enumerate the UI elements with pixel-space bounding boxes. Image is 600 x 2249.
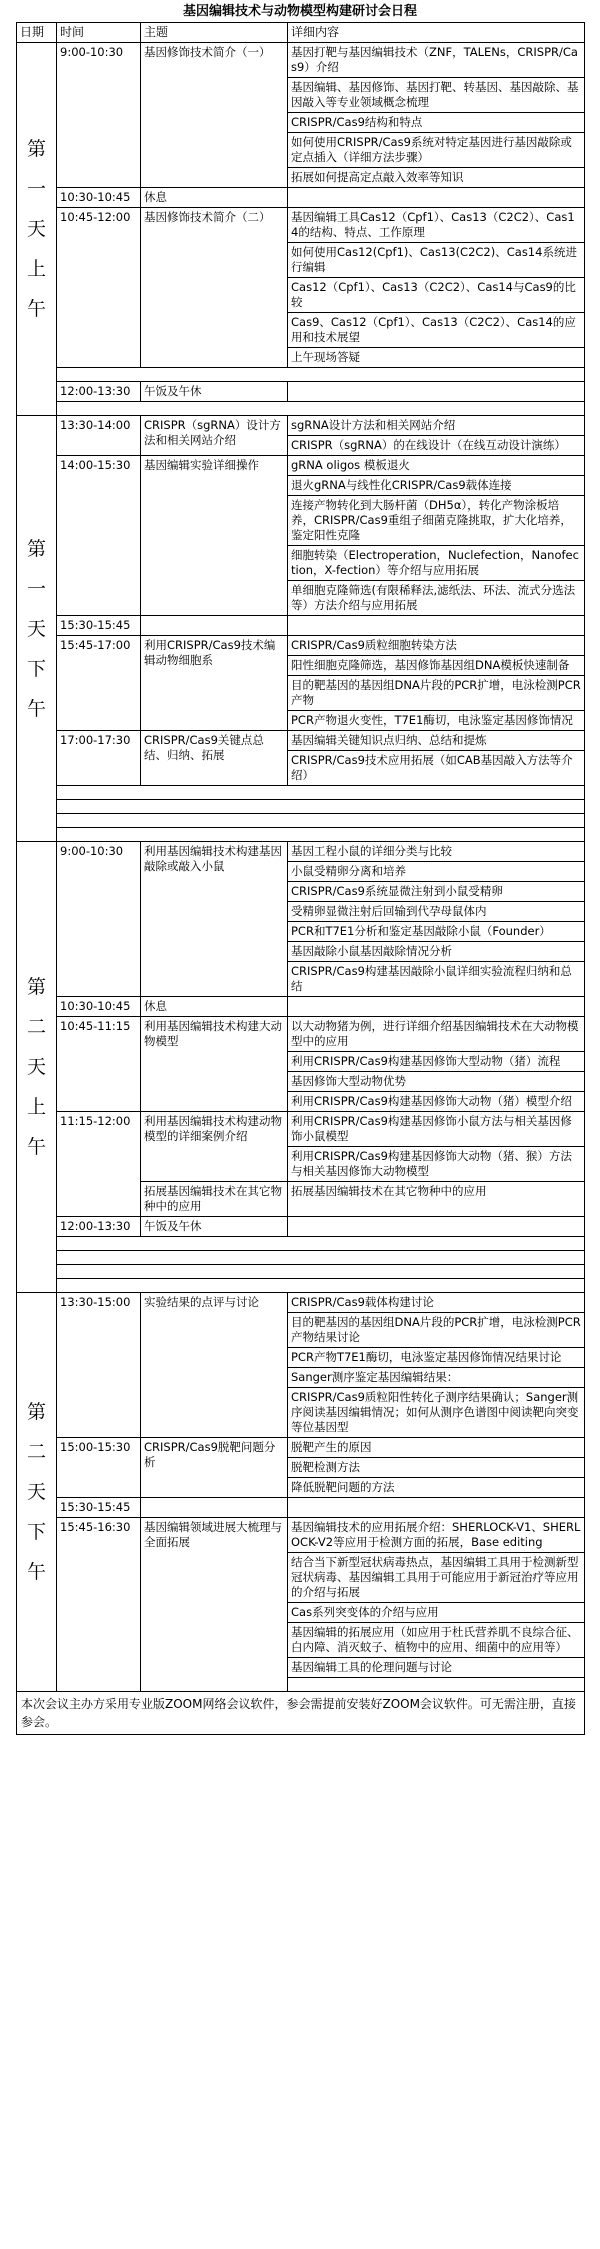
spacer-row: [57, 1265, 585, 1279]
topic-cell: [141, 1498, 288, 1518]
spacer-row: [57, 814, 585, 828]
table-row: [17, 1217, 585, 1237]
content-cell: 如何使用Cas12(Cpf1)、Cas13(C2C2)、Cas14系统进行编辑: [288, 243, 585, 278]
content-cell: 基因敲除小鼠基因敲除情况分析: [288, 942, 585, 962]
time-cell: 15:30-15:45: [57, 616, 141, 636]
content-cell: PCR产物T7E1酶切，电泳鉴定基因修饰情况结果讨论: [288, 1348, 585, 1368]
time-cell: 10:45-11:15: [57, 1017, 141, 1112]
time-cell: 10:30-10:45: [57, 188, 141, 208]
content-cell: 基因编辑工具的伦理问题与讨论: [288, 1658, 585, 1678]
content-cell: 细胞转染（Electroperation，Nuclefection，Nanofection，X-fection）等介绍与应用拓展: [288, 546, 585, 581]
content-cell: CRISPR/Cas9技术应用拓展（如CAB基因敲入方法等介绍）: [288, 751, 585, 786]
table-row: [17, 402, 585, 416]
content-cell: [288, 1498, 585, 1518]
table-row: [17, 1017, 585, 1052]
time-cell: 15:30-15:45: [57, 1498, 141, 1518]
time-cell: 15:00-15:30: [57, 1438, 141, 1498]
content-cell: 小鼠受精卵分离和培养: [288, 862, 585, 882]
topic-cell: 利用基因编辑技术构建基因敲除或敲入小鼠: [141, 842, 288, 997]
content-cell: 基因编辑技术的应用拓展介绍：SHERLOCK-V1、SHERLOCK-V2等应用于检测方面的拓展，Base editing: [288, 1518, 585, 1553]
time-cell: 17:00-17:30: [57, 731, 141, 786]
content-cell: 利用CRISPR/Cas9构建基因修饰大型动物（猪）流程: [288, 1052, 585, 1072]
content-cell: CRISPR/Cas9系统显微注射到小鼠受精卵: [288, 882, 585, 902]
time-cell: 12:00-13:30: [57, 1217, 141, 1237]
time-cell: 14:00-15:30: [57, 456, 141, 616]
spacer-row: [57, 1237, 585, 1251]
table-row: [17, 382, 585, 402]
topic-cell: 利用基因编辑技术构建大动物模型: [141, 1017, 288, 1112]
table-row: [17, 616, 585, 636]
content-cell: 单细胞克隆筛选(有限稀释法,滤纸法、环法、流式分选法等）方法介绍与应用拓展: [288, 581, 585, 616]
content-cell: 脱靶检测方法: [288, 1458, 585, 1478]
content-cell: 以大动物猪为例，进行详细介绍基因编辑技术在大动物模型中的应用: [288, 1017, 585, 1052]
spacer-row: [57, 402, 585, 416]
table-row: [17, 1692, 585, 1735]
footer-note: 本次会议主办方采用专业版ZOOM网络会议软件，参会需提前安装好ZOOM会议软件。可无需注册，直接参会。: [17, 1692, 585, 1735]
time-cell: 11:15-12:00: [57, 1112, 141, 1217]
header-time: 时间: [57, 23, 141, 43]
header-topic: 主题: [141, 23, 288, 43]
spacer-row: [57, 828, 585, 842]
topic-cell: 实验结果的点评与讨论: [141, 1293, 288, 1438]
table-row: [17, 1498, 585, 1518]
table-row: [17, 1237, 585, 1251]
content-cell: [288, 1217, 585, 1237]
topic-cell: CRISPR/Cas9脱靶问题分析: [141, 1438, 288, 1498]
spacer-row: [57, 1251, 585, 1265]
table-row: [17, 1112, 585, 1147]
topic-cell: 午饭及午休: [141, 382, 288, 402]
content-cell: 基因编辑、基因修饰、基因打靶、转基因、基因敲除、基因敲入等专业领域概念梳理: [288, 78, 585, 113]
content-cell: 阳性细胞克隆筛选，基因修饰基因组DNA模板快速制备: [288, 656, 585, 676]
content-cell: 脱靶产生的原因: [288, 1438, 585, 1458]
content-cell: PCR产物退火变性，T7E1酶切，电泳鉴定基因修饰情况: [288, 711, 585, 731]
topic-cell: 午饭及午休: [141, 1217, 288, 1237]
time-cell: 9:00-10:30: [57, 43, 141, 188]
content-cell: CRISPR（sgRNA）的在线设计（在线互动设计演练）: [288, 436, 585, 456]
content-cell: [288, 997, 585, 1017]
content-cell: 如何使用CRISPR/Cas9系统对特定基因进行基因敲除或定点插入（详细方法步骤）: [288, 133, 585, 168]
table-row: [17, 731, 585, 751]
content-cell: Cas系列突变体的介绍与应用: [288, 1603, 585, 1623]
table-row: [17, 188, 585, 208]
table-row: [17, 828, 585, 842]
content-cell: CRISPR/Cas9构建基因敲除小鼠详细实验流程归纳和总结: [288, 962, 585, 997]
table-row: [17, 1293, 585, 1313]
content-cell: CRISPR/Cas9质粒阳性转化子测序结果确认；Sanger测序阅读基因编辑情况；如何从测序色谱图中阅读靶向突变等位基因型: [288, 1388, 585, 1438]
table-row: [17, 208, 585, 243]
content-cell: gRNA oligos 模板退火: [288, 456, 585, 476]
content-cell: 拓展如何提高定点敲入效率等知识: [288, 168, 585, 188]
table-row: [17, 43, 585, 78]
topic-cell: CRISPR（sgRNA）设计方法和相关网站介绍: [141, 416, 288, 456]
content-cell: CRISPR/Cas9结构和特点: [288, 113, 585, 133]
content-cell: sgRNA设计方法和相关网站介绍: [288, 416, 585, 436]
table-row: [17, 456, 585, 476]
table-row: [17, 1265, 585, 1279]
content-cell: 结合当下新型冠状病毒热点，基因编辑工具用于检测新型冠状病毒、基因编辑工具用于可能应用于新冠治疗等应用的介绍与拓展: [288, 1553, 585, 1603]
content-cell: 基因编辑的拓展应用（如应用于杜氏营养肌不良综合征、白内障、消灭蚊子、植物中的应用、细菌中的应用等）: [288, 1623, 585, 1658]
topic-cell: 基因修饰技术简介（一）: [141, 43, 288, 188]
spacer-row: [57, 786, 585, 800]
topic-cell: 基因修饰技术简介（二）: [141, 208, 288, 368]
time-cell: 13:30-15:00: [57, 1293, 141, 1438]
time-cell: 15:45-17:00: [57, 636, 141, 731]
table-row: [17, 800, 585, 814]
table-row: [17, 1438, 585, 1458]
content-cell: 降低脱靶问题的方法: [288, 1478, 585, 1498]
topic-cell: 休息: [141, 188, 288, 208]
content-cell: 上午现场答疑: [288, 348, 585, 368]
time-cell: 12:00-13:30: [57, 382, 141, 402]
table-row: [17, 1251, 585, 1265]
spacer-row: [57, 368, 585, 382]
time-cell: 10:30-10:45: [57, 997, 141, 1017]
content-cell: 目的靶基因的基因组DNA片段的PCR扩增，电泳检测PCR产物: [288, 676, 585, 711]
time-cell: 10:45-12:00: [57, 208, 141, 368]
content-cell: CRISPR/Cas9载体构建讨论: [288, 1293, 585, 1313]
page-title: 基因编辑技术与动物模型构建研讨会日程: [182, 4, 417, 19]
topic-cell: CRISPR/Cas9关键点总结、归纳、拓展: [141, 731, 288, 786]
content-cell: 利用CRISPR/Cas9构建基因修饰大动物（猪）模型介绍: [288, 1092, 585, 1112]
content-cell: Sanger测序鉴定基因编辑结果：: [288, 1368, 585, 1388]
table-row: [17, 814, 585, 828]
content-cell: 基因编辑工具Cas12（Cpf1）、Cas13（C2C2）、Cas14的结构、特点、工作原理: [288, 208, 585, 243]
time-cell: 13:30-14:00: [57, 416, 141, 456]
table-row: [17, 1518, 585, 1553]
table-row: [17, 368, 585, 382]
topic-cell: 拓展基因编辑技术在其它物种中的应用: [141, 1182, 288, 1217]
table-row: [17, 416, 585, 436]
content-cell: Cas9、Cas12（Cpf1）、Cas13（C2C2）、Cas14的应用和技术展望: [288, 313, 585, 348]
table-header-row: [17, 23, 585, 43]
content-cell: 受精卵显微注射后回输到代孕母鼠体内: [288, 902, 585, 922]
content-cell: 利用CRISPR/Cas9构建基因修饰小鼠方法与相关基因修饰小鼠模型: [288, 1112, 585, 1147]
content-cell: 基因工程小鼠的详细分类与比较: [288, 842, 585, 862]
content-cell: 基因编辑关键知识点归纳、总结和提炼: [288, 731, 585, 751]
time-cell: 15:45-16:30: [57, 1518, 141, 1692]
day-label: 第二天下午: [17, 1293, 57, 1692]
content-cell: 目的靶基因的基因组DNA片段的PCR扩增，电泳检测PCR产物结果讨论: [288, 1313, 585, 1348]
content-cell: CRISPR/Cas9质粒细胞转染方法: [288, 636, 585, 656]
topic-cell: [141, 616, 288, 636]
content-cell: [288, 616, 585, 636]
day-label: 第二天上午: [17, 842, 57, 1293]
table-row: [17, 636, 585, 656]
time-cell: 9:00-10:30: [57, 842, 141, 997]
content-cell: 拓展基因编辑技术在其它物种中的应用: [288, 1182, 585, 1217]
day-label: 第一天上午: [17, 43, 57, 416]
content-cell: 退火gRNA与线性化CRISPR/Cas9载体连接: [288, 476, 585, 496]
content-cell: 基因打靶与基因编辑技术（ZNF，TALENs，CRISPR/Cas9）介绍: [288, 43, 585, 78]
content-cell: Cas12（Cpf1）、Cas13（C2C2）、Cas14与Cas9的比较: [288, 278, 585, 313]
schedule-table: [16, 22, 585, 1735]
content-cell: 利用CRISPR/Cas9构建基因修饰大动物（猪、猴）方法与相关基因修饰大动物模型: [288, 1147, 585, 1182]
topic-cell: 基因编辑领域进展大梳理与全面拓展: [141, 1518, 288, 1692]
table-row: [17, 997, 585, 1017]
table-row: [17, 786, 585, 800]
header-content: 详细内容: [288, 23, 585, 43]
content-cell: 连接产物转化到大肠杆菌（DH5α），转化产物涂板培养，CRISPR/Cas9重组子细菌克隆挑取，扩大化培养，鉴定阳性克隆: [288, 496, 585, 546]
header-date: 日期: [17, 23, 57, 43]
topic-cell: 基因编辑实验详细操作: [141, 456, 288, 616]
spacer-row: [57, 1279, 585, 1293]
content-cell: PCR和T7E1分析和鉴定基因敲除小鼠（Founder）: [288, 922, 585, 942]
content-cell: [288, 382, 585, 402]
spacer-cell: [288, 1678, 585, 1692]
topic-cell: 休息: [141, 997, 288, 1017]
topic-cell: 利用CRISPR/Cas9技术编辑动物细胞系: [141, 636, 288, 731]
content-cell: [288, 188, 585, 208]
day-label: 第一天下午: [17, 416, 57, 842]
topic-cell: 利用基因编辑技术构建动物模型的详细案例介绍: [141, 1112, 288, 1182]
content-cell: 基因修饰大型动物优势: [288, 1072, 585, 1092]
spacer-row: [57, 800, 585, 814]
table-row: [17, 1279, 585, 1293]
table-row: [17, 842, 585, 862]
